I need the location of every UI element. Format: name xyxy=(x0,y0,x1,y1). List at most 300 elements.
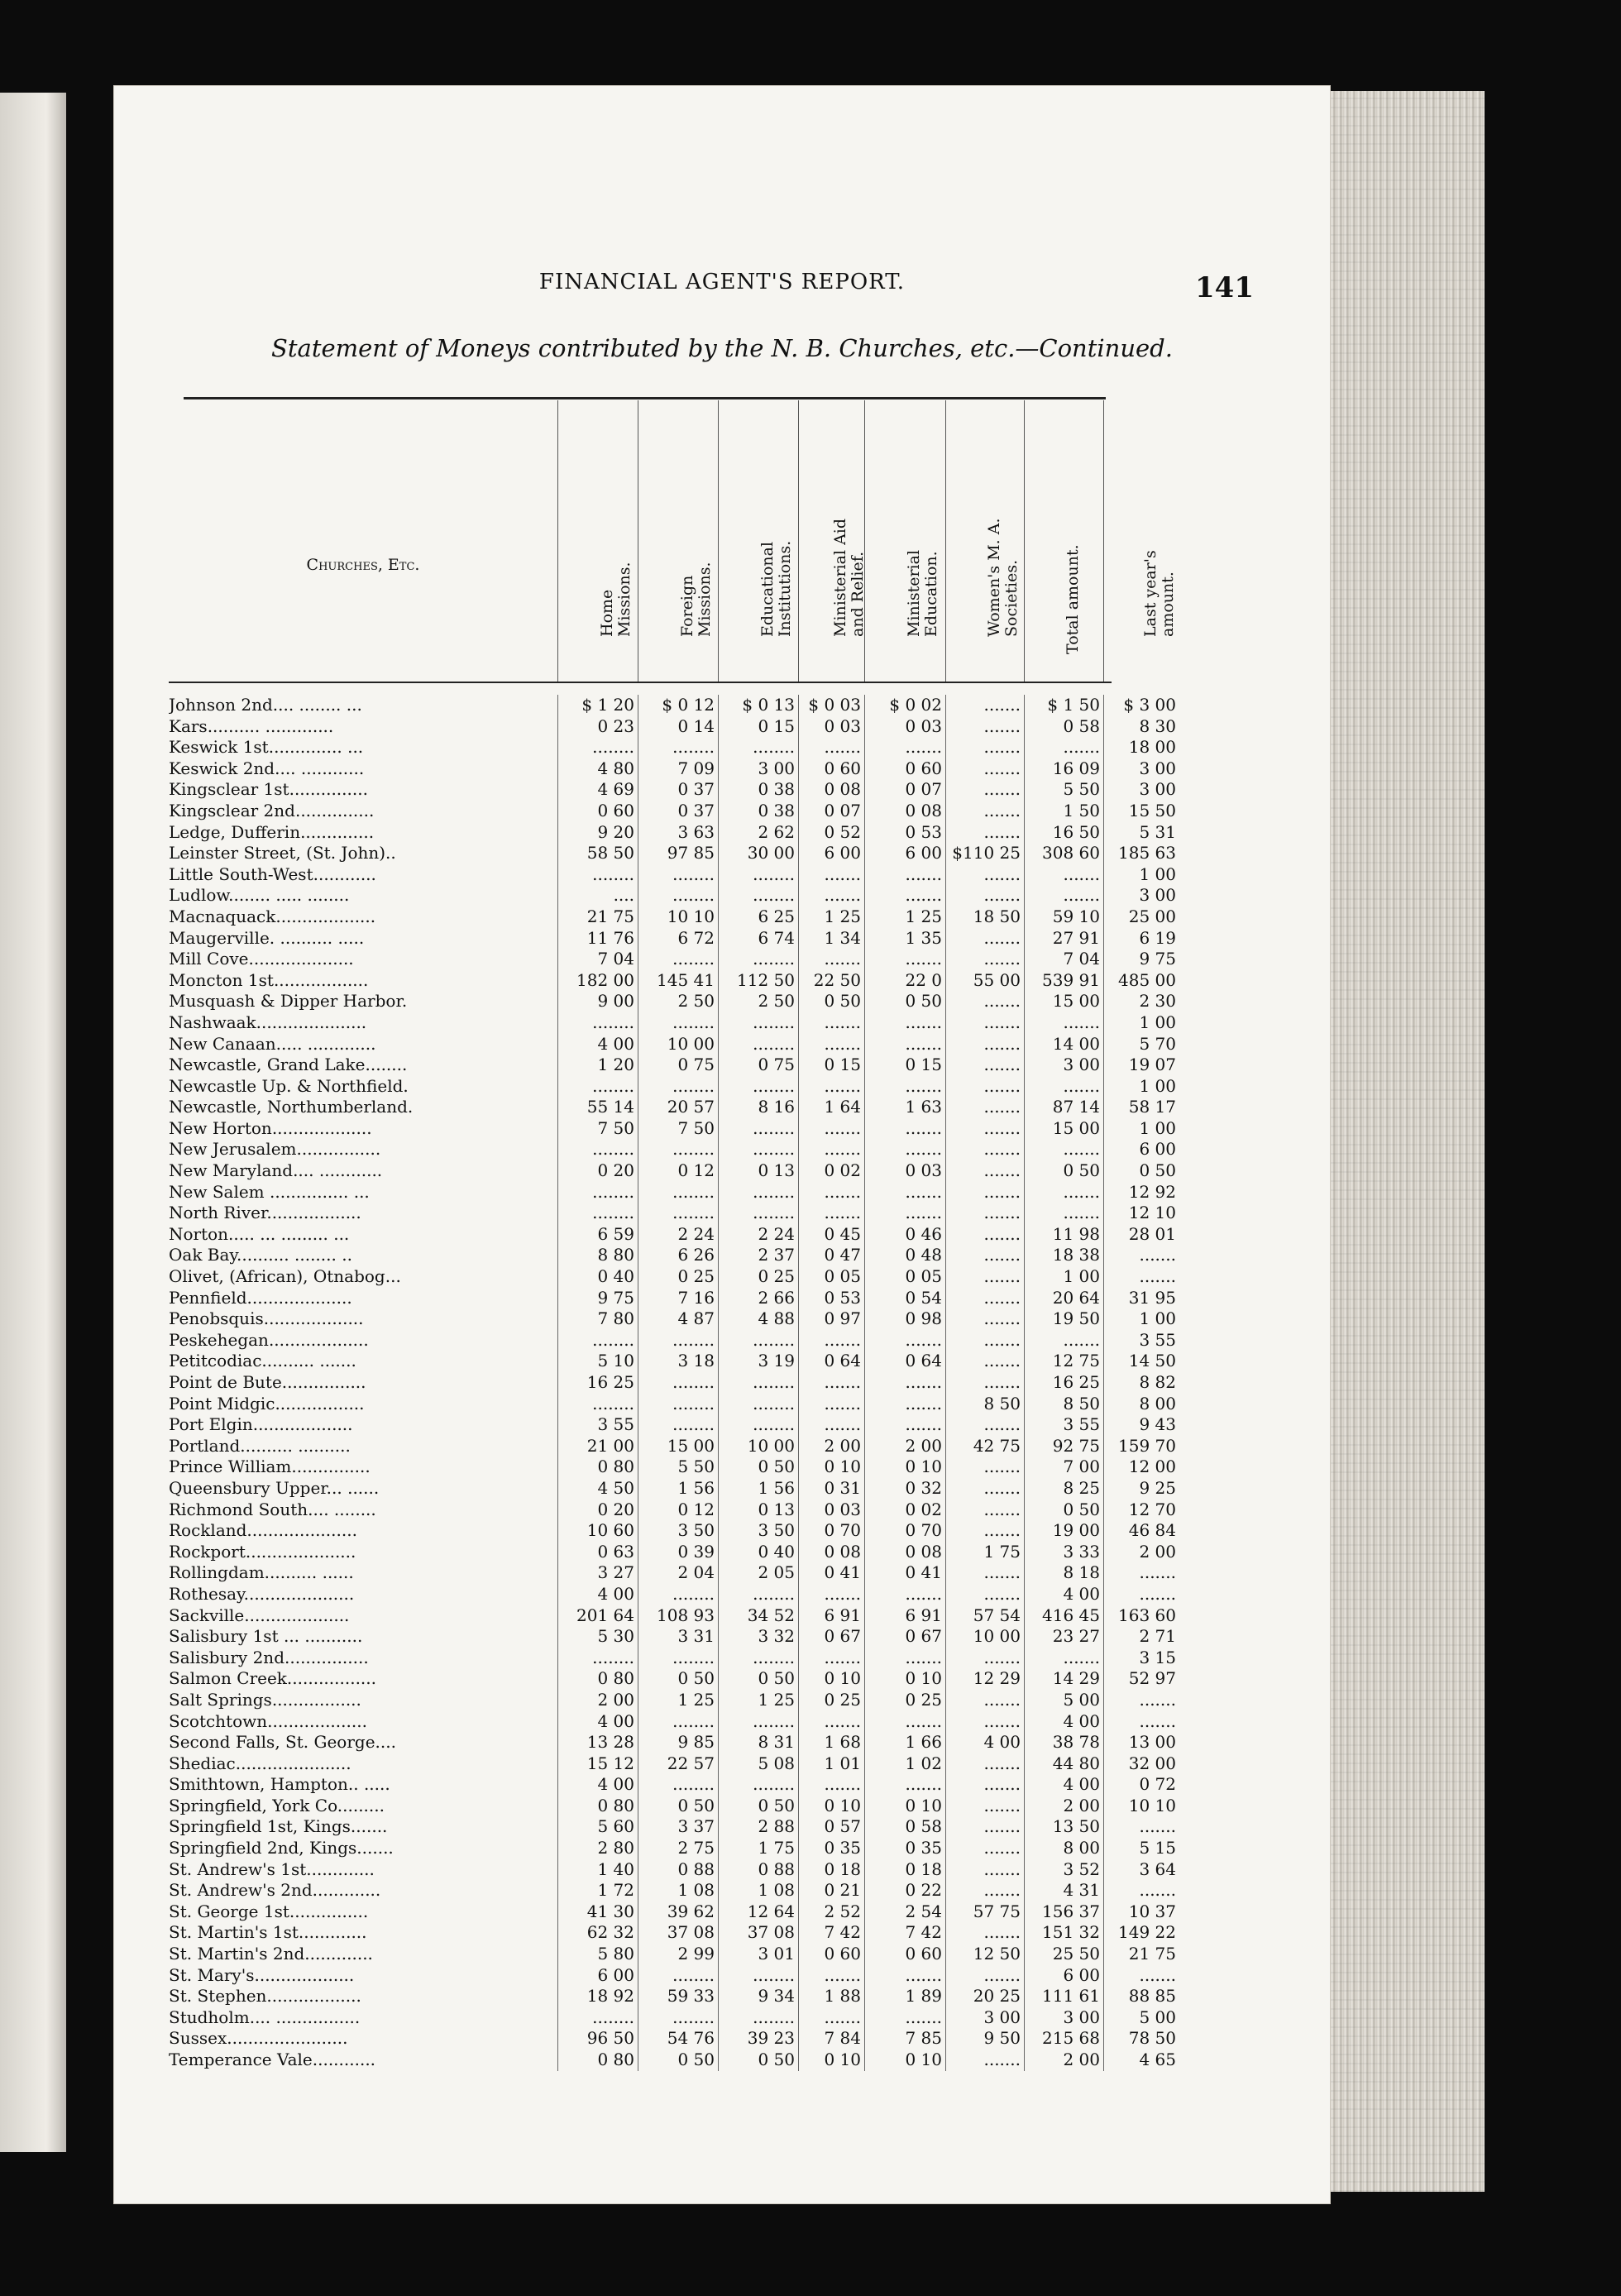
table-row xyxy=(169,758,1176,780)
cell-edu: 6 74 xyxy=(718,928,798,949)
page-number: 141 xyxy=(1195,271,1254,304)
table-row xyxy=(169,1245,1176,1266)
church-name: Johnson 2nd.... ........ ... xyxy=(169,695,362,715)
cell-medu: ....... xyxy=(864,949,945,970)
cell-last: 13 00 xyxy=(1103,1732,1179,1753)
church-name: Peskehegan................... xyxy=(169,1329,369,1350)
cell-medu: 1 02 xyxy=(864,1753,945,1775)
church-name: Rothesay..................... xyxy=(169,1583,355,1604)
table-row xyxy=(169,1372,1176,1394)
cell-aid: ....... xyxy=(798,1012,864,1034)
cell-edu: 3 01 xyxy=(718,1944,798,1965)
table-row xyxy=(169,1689,1176,1711)
cell-foreign: 7 50 xyxy=(638,1118,718,1140)
cell-edu: 0 50 xyxy=(718,1796,798,1817)
cell-wom: ....... xyxy=(945,822,1024,844)
table-row xyxy=(169,2028,1176,2050)
cell-last: 163 60 xyxy=(1103,1605,1179,1627)
cell-home: 182 00 xyxy=(557,970,638,992)
cell-wom: ....... xyxy=(945,928,1024,949)
cell-last: 58 17 xyxy=(1103,1097,1179,1118)
cell-foreign: 5 50 xyxy=(638,1457,718,1478)
cell-medu: 1 89 xyxy=(864,1986,945,2007)
cell-foreign: ........ xyxy=(638,1182,718,1203)
cell-home: ........ xyxy=(557,2007,638,2029)
cell-total: 14 29 xyxy=(1024,1668,1103,1690)
cell-foreign: 0 12 xyxy=(638,1500,718,1521)
cell-home: 3 55 xyxy=(557,1414,638,1436)
cell-aid: 0 03 xyxy=(798,1500,864,1521)
cell-medu: 22 0 xyxy=(864,970,945,992)
table-row xyxy=(169,737,1176,758)
cell-foreign: ........ xyxy=(638,1965,718,1987)
cell-medu: ....... xyxy=(864,1012,945,1034)
church-name: Portland.......... .......... xyxy=(169,1435,351,1456)
cell-wom: ....... xyxy=(945,1330,1024,1351)
cell-edu: 30 00 xyxy=(718,843,798,864)
cell-total: 539 91 xyxy=(1024,970,1103,992)
cell-edu: ........ xyxy=(718,1584,798,1605)
cell-aid: ....... xyxy=(798,1203,864,1224)
church-name: St. Andrew's 1st............. xyxy=(169,1858,375,1879)
cell-foreign: 0 12 xyxy=(638,1160,718,1182)
column-header-total: Total amount. xyxy=(1024,400,1104,682)
table-row xyxy=(169,1181,1176,1203)
cell-foreign: 59 33 xyxy=(638,1986,718,2007)
cell-last: 0 50 xyxy=(1103,1160,1179,1182)
church-name: Port Elgin................... xyxy=(169,1414,353,1435)
cell-aid: 0 08 xyxy=(798,779,864,801)
cell-aid: 0 60 xyxy=(798,1944,864,1965)
cell-medu: 0 64 xyxy=(864,1351,945,1372)
table-row xyxy=(169,1562,1176,1584)
cell-home: ........ xyxy=(557,1648,638,1669)
cell-last: ....... xyxy=(1103,1816,1179,1838)
cell-home: ........ xyxy=(557,864,638,886)
column-header-ministerial-education: Ministerial Education. xyxy=(864,400,946,682)
cell-aid: ....... xyxy=(798,1774,864,1796)
cell-medu: ....... xyxy=(864,1118,945,1140)
cell-edu: ........ xyxy=(718,1965,798,1987)
church-name: Sussex....................... xyxy=(169,2028,348,2049)
cell-aid: 0 53 xyxy=(798,1288,864,1309)
cell-total: 3 00 xyxy=(1024,1055,1103,1076)
cell-edu: 0 38 xyxy=(718,801,798,822)
cell-total: 14 00 xyxy=(1024,1034,1103,1055)
cell-aid: 2 00 xyxy=(798,1436,864,1457)
cell-wom: 42 75 xyxy=(945,1436,1024,1457)
cell-wom: ....... xyxy=(945,1965,1024,1987)
contributions-table xyxy=(169,400,1177,2071)
table-row xyxy=(169,1477,1176,1500)
cell-total: 4 00 xyxy=(1024,1584,1103,1605)
cell-last: ....... xyxy=(1103,1880,1179,1901)
cell-edu: 0 25 xyxy=(718,1266,798,1288)
cell-edu: ........ xyxy=(718,1203,798,1224)
cell-total: 16 25 xyxy=(1024,1372,1103,1394)
cell-edu: ........ xyxy=(718,1648,798,1669)
church-name: Salmon Creek................. xyxy=(169,1668,376,1689)
cell-wom: 20 25 xyxy=(945,1986,1024,2007)
cell-home: 4 69 xyxy=(557,779,638,801)
cell-wom: ....... xyxy=(945,1774,1024,1796)
church-name: Kingsclear 2nd............... xyxy=(169,800,375,820)
church-name: Keswick 1st.............. ... xyxy=(169,737,364,758)
cell-aid: 0 60 xyxy=(798,758,864,780)
column-header-foreign-missions: Foreign Missions. xyxy=(638,400,719,682)
cell-medu: ....... xyxy=(864,1394,945,1415)
cell-medu: 0 60 xyxy=(864,758,945,780)
cell-total: 8 50 xyxy=(1024,1394,1103,1415)
cell-edu: 2 62 xyxy=(718,822,798,844)
cell-medu: ....... xyxy=(864,1711,945,1733)
cell-wom: ....... xyxy=(945,758,1024,780)
cell-total: 13 50 xyxy=(1024,1816,1103,1838)
cell-aid: 0 35 xyxy=(798,1838,864,1859)
cell-foreign: 15 00 xyxy=(638,1436,718,1457)
cell-medu: 1 35 xyxy=(864,928,945,949)
cell-wom: ....... xyxy=(945,1351,1024,1372)
cell-last: 46 84 xyxy=(1103,1520,1179,1542)
cell-aid: 0 70 xyxy=(798,1520,864,1542)
cell-foreign: 6 26 xyxy=(638,1245,718,1266)
cell-edu: 2 05 xyxy=(718,1562,798,1584)
cell-wom: ....... xyxy=(945,1753,1024,1775)
cell-home: 5 10 xyxy=(557,1351,638,1372)
cell-medu: 7 85 xyxy=(864,2028,945,2050)
cell-foreign: ........ xyxy=(638,864,718,886)
cell-medu: ....... xyxy=(864,1414,945,1436)
table-row xyxy=(169,1097,1176,1118)
cell-wom: ....... xyxy=(945,1308,1024,1330)
cell-last: 2 30 xyxy=(1103,991,1179,1012)
table-row xyxy=(169,1668,1176,1690)
cell-edu: ........ xyxy=(718,1330,798,1351)
church-name: Springfield, York Co......... xyxy=(169,1795,385,1815)
cell-last: 8 82 xyxy=(1103,1372,1179,1394)
church-name: Salisbury 2nd................ xyxy=(169,1647,369,1667)
cell-aid: 0 25 xyxy=(798,1690,864,1711)
cell-edu: 34 52 xyxy=(718,1605,798,1627)
cell-wom: ....... xyxy=(945,737,1024,758)
table-row xyxy=(169,1795,1176,1817)
church-name: Point Midgic................. xyxy=(169,1393,365,1413)
cell-last: 52 97 xyxy=(1103,1668,1179,1690)
church-name: Kars.......... ............. xyxy=(169,715,334,736)
cell-home: 55 14 xyxy=(557,1097,638,1118)
cell-wom: ....... xyxy=(945,864,1024,886)
cell-total: 2 00 xyxy=(1024,2050,1103,2071)
cell-medu: 2 54 xyxy=(864,1901,945,1923)
cell-foreign: ........ xyxy=(638,1012,718,1034)
cell-total: 151 32 xyxy=(1024,1922,1103,1944)
cell-edu: ........ xyxy=(718,1139,798,1160)
cell-home: 2 00 xyxy=(557,1690,638,1711)
cell-total: 1 50 xyxy=(1024,801,1103,822)
cell-medu: 0 46 xyxy=(864,1224,945,1246)
cell-edu: 12 64 xyxy=(718,1901,798,1923)
cell-home: 0 63 xyxy=(557,1542,638,1563)
cell-foreign: 20 57 xyxy=(638,1097,718,1118)
cell-last: 4 65 xyxy=(1103,2050,1179,2071)
table-row xyxy=(169,1964,1176,1987)
cell-total: 156 37 xyxy=(1024,1901,1103,1923)
cell-last: 32 00 xyxy=(1103,1753,1179,1775)
table-row xyxy=(169,1499,1176,1521)
cell-aid: 1 34 xyxy=(798,928,864,949)
church-name: Newcastle, Grand Lake........ xyxy=(169,1055,408,1075)
table-row xyxy=(169,1944,1176,1965)
cell-medu: 0 25 xyxy=(864,1690,945,1711)
cell-home: 8 80 xyxy=(557,1245,638,1266)
cell-home: 6 59 xyxy=(557,1224,638,1246)
cell-edu: 6 25 xyxy=(718,906,798,928)
cell-medu: ....... xyxy=(864,885,945,906)
cell-wom: ....... xyxy=(945,1414,1024,1436)
cell-medu: 0 10 xyxy=(864,1796,945,1817)
cell-home: 2 80 xyxy=(557,1838,638,1859)
table-row xyxy=(169,1329,1176,1351)
table-row xyxy=(169,821,1176,844)
cell-foreign: 3 50 xyxy=(638,1520,718,1542)
cell-home: 3 27 xyxy=(557,1562,638,1584)
table-row xyxy=(169,1393,1176,1415)
cell-home: 1 20 xyxy=(557,1055,638,1076)
cell-home: ........ xyxy=(557,1139,638,1160)
church-name: Little South-West............ xyxy=(169,863,376,884)
cell-foreign: 0 39 xyxy=(638,1542,718,1563)
cell-total: 416 45 xyxy=(1024,1605,1103,1627)
cell-edu: 0 38 xyxy=(718,779,798,801)
cell-medu: 0 32 xyxy=(864,1478,945,1500)
cell-total: ....... xyxy=(1024,737,1103,758)
cell-total: 87 14 xyxy=(1024,1097,1103,1118)
church-name: Musquash & Dipper Harbor. xyxy=(169,991,408,1012)
table-row xyxy=(169,1647,1176,1669)
cell-total: ....... xyxy=(1024,1139,1103,1160)
church-name: St. Martin's 1st............. xyxy=(169,1922,367,1943)
cell-wom: ....... xyxy=(945,1288,1024,1309)
cell-last: 2 71 xyxy=(1103,1626,1179,1648)
cell-total: 0 58 xyxy=(1024,716,1103,738)
table-row xyxy=(169,843,1176,864)
church-name: Ledge, Dufferin.............. xyxy=(169,821,375,842)
cell-aid: 7 84 xyxy=(798,2028,864,2050)
cell-foreign: ........ xyxy=(638,949,718,970)
church-name: Penobsquis................... xyxy=(169,1308,364,1329)
cell-home: 96 50 xyxy=(557,2028,638,2050)
church-name: Point de Bute................ xyxy=(169,1372,366,1392)
table-row xyxy=(169,1541,1176,1563)
cell-foreign: ........ xyxy=(638,1330,718,1351)
cell-medu: 1 25 xyxy=(864,906,945,928)
cell-total: $ 1 50 xyxy=(1024,695,1103,716)
cell-aid: ....... xyxy=(798,1372,864,1394)
church-name: Scotchtown................... xyxy=(169,1710,367,1731)
table-row xyxy=(169,863,1176,886)
cell-last: 12 10 xyxy=(1103,1203,1179,1224)
cell-home: .... xyxy=(557,885,638,906)
cell-edu: 3 50 xyxy=(718,1520,798,1542)
cell-total: 44 80 xyxy=(1024,1753,1103,1775)
cell-total: 4 31 xyxy=(1024,1880,1103,1901)
cell-aid: 22 50 xyxy=(798,970,864,992)
cell-total: 23 27 xyxy=(1024,1626,1103,1648)
cell-foreign: ........ xyxy=(638,1372,718,1394)
cell-aid: ....... xyxy=(798,1394,864,1415)
cell-last: 5 15 xyxy=(1103,1838,1179,1859)
cell-foreign: $ 0 12 xyxy=(638,695,718,716)
cell-wom: ....... xyxy=(945,991,1024,1012)
cell-total: 38 78 xyxy=(1024,1732,1103,1753)
cell-edu: 0 50 xyxy=(718,1668,798,1690)
cell-aid: 1 25 xyxy=(798,906,864,928)
cell-home: 62 32 xyxy=(557,1922,638,1944)
cell-edu: 2 66 xyxy=(718,1288,798,1309)
cell-total: ....... xyxy=(1024,1648,1103,1669)
cell-aid: 0 10 xyxy=(798,1796,864,1817)
cell-foreign: 1 56 xyxy=(638,1478,718,1500)
cell-medu: ....... xyxy=(864,1076,945,1098)
cell-foreign: 22 57 xyxy=(638,1753,718,1775)
cell-edu: 2 88 xyxy=(718,1816,798,1838)
cell-medu: ....... xyxy=(864,1584,945,1605)
cell-medu: 0 02 xyxy=(864,1500,945,1521)
cell-aid: 0 97 xyxy=(798,1308,864,1330)
church-name: Rollingdam.......... ...... xyxy=(169,1562,354,1583)
church-name: Moncton 1st.................. xyxy=(169,969,369,990)
column-header-home-missions: Home Missions. xyxy=(557,400,638,682)
cell-wom: 18 50 xyxy=(945,906,1024,928)
book-page xyxy=(114,86,1330,2203)
cell-total: 4 00 xyxy=(1024,1711,1103,1733)
cell-foreign: 1 25 xyxy=(638,1690,718,1711)
cell-foreign: 0 37 xyxy=(638,779,718,801)
cell-last: 9 43 xyxy=(1103,1414,1179,1436)
cell-medu: 0 98 xyxy=(864,1308,945,1330)
cell-medu: 6 00 xyxy=(864,843,945,864)
cell-last: 3 15 xyxy=(1103,1648,1179,1669)
cell-last: 5 31 xyxy=(1103,822,1179,844)
table-header xyxy=(169,400,1177,683)
cell-wom: 3 00 xyxy=(945,2007,1024,2029)
cell-home: 11 76 xyxy=(557,928,638,949)
cell-home: ........ xyxy=(557,1330,638,1351)
church-name: St. Andrew's 2nd............. xyxy=(169,1880,381,1901)
cell-last: 1 00 xyxy=(1103,1118,1179,1140)
church-name: St. Martin's 2nd............. xyxy=(169,1944,373,1964)
cell-edu: 3 32 xyxy=(718,1626,798,1648)
cell-wom: ....... xyxy=(945,1034,1024,1055)
cell-edu: 2 24 xyxy=(718,1224,798,1246)
cell-edu: ........ xyxy=(718,1076,798,1098)
church-name: St. Stephen.................. xyxy=(169,1986,361,2007)
cell-total: 20 64 xyxy=(1024,1288,1103,1309)
cell-edu: ........ xyxy=(718,1711,798,1733)
cell-home: 7 50 xyxy=(557,1118,638,1140)
cell-edu: ........ xyxy=(718,737,798,758)
cell-total: 18 38 xyxy=(1024,1245,1103,1266)
cell-wom: $110 25 xyxy=(945,843,1024,864)
table-row xyxy=(169,1266,1176,1288)
cell-foreign: 4 87 xyxy=(638,1308,718,1330)
table-row xyxy=(169,695,1176,716)
cell-edu: 112 50 xyxy=(718,970,798,992)
cell-foreign: ........ xyxy=(638,1711,718,1733)
cell-home: 4 00 xyxy=(557,1584,638,1605)
cell-total: 7 00 xyxy=(1024,1457,1103,1478)
table-row xyxy=(169,1308,1176,1330)
cell-last: 15 50 xyxy=(1103,801,1179,822)
cell-home: 16 25 xyxy=(557,1372,638,1394)
cell-wom: 12 29 xyxy=(945,1668,1024,1690)
cell-foreign: 3 31 xyxy=(638,1626,718,1648)
church-name: Queensbury Upper... ...... xyxy=(169,1477,380,1498)
cell-foreign: 108 93 xyxy=(638,1605,718,1627)
cell-edu: 1 25 xyxy=(718,1690,798,1711)
cell-medu: 0 67 xyxy=(864,1626,945,1648)
cell-total: 0 50 xyxy=(1024,1160,1103,1182)
table-row xyxy=(169,1139,1176,1160)
cell-home: 5 80 xyxy=(557,1944,638,1965)
cell-medu: 0 60 xyxy=(864,1944,945,1965)
cell-home: 9 75 xyxy=(557,1288,638,1309)
left-page-edge xyxy=(0,93,66,2152)
cell-edu: ........ xyxy=(718,1372,798,1394)
cell-foreign: 2 04 xyxy=(638,1562,718,1584)
cell-wom: ....... xyxy=(945,1478,1024,1500)
cell-total: ....... xyxy=(1024,864,1103,886)
cell-edu: 37 08 xyxy=(718,1922,798,1944)
cell-last: 185 63 xyxy=(1103,843,1179,864)
table-row xyxy=(169,1605,1176,1627)
church-name: Rockland..................... xyxy=(169,1520,357,1541)
cell-last: ....... xyxy=(1103,1245,1179,1266)
cell-home: 0 23 xyxy=(557,716,638,738)
cell-foreign: 37 08 xyxy=(638,1922,718,1944)
cell-edu: ........ xyxy=(718,2007,798,2029)
cell-total: ....... xyxy=(1024,1076,1103,1098)
cell-home: 0 80 xyxy=(557,1796,638,1817)
church-name: Norton..... ... ......... ... xyxy=(169,1223,350,1244)
cell-edu: ........ xyxy=(718,1118,798,1140)
cell-wom: 4 00 xyxy=(945,1732,1024,1753)
cell-aid: 0 21 xyxy=(798,1880,864,1901)
cell-medu: 0 08 xyxy=(864,801,945,822)
cell-aid: 2 52 xyxy=(798,1901,864,1923)
cell-wom: ....... xyxy=(945,779,1024,801)
cell-total: 3 55 xyxy=(1024,1414,1103,1436)
cell-home: 21 00 xyxy=(557,1436,638,1457)
cell-wom: ....... xyxy=(945,1245,1024,1266)
cell-medu: 0 18 xyxy=(864,1859,945,1881)
cell-foreign: ........ xyxy=(638,1203,718,1224)
cell-home: 0 20 xyxy=(557,1160,638,1182)
cell-home: 9 20 xyxy=(557,822,638,844)
cell-edu: 0 50 xyxy=(718,1457,798,1478)
cell-wom: ....... xyxy=(945,1500,1024,1521)
table-row xyxy=(169,1774,1176,1796)
cell-medu: 0 35 xyxy=(864,1838,945,1859)
cell-foreign: 0 75 xyxy=(638,1055,718,1076)
table-row xyxy=(169,906,1176,928)
cell-foreign: 0 25 xyxy=(638,1266,718,1288)
cell-medu: ....... xyxy=(864,1139,945,1160)
cell-foreign: 3 37 xyxy=(638,1816,718,1838)
cell-medu: ....... xyxy=(864,1648,945,1669)
cell-wom: ....... xyxy=(945,1520,1024,1542)
cell-edu: 3 00 xyxy=(718,758,798,780)
